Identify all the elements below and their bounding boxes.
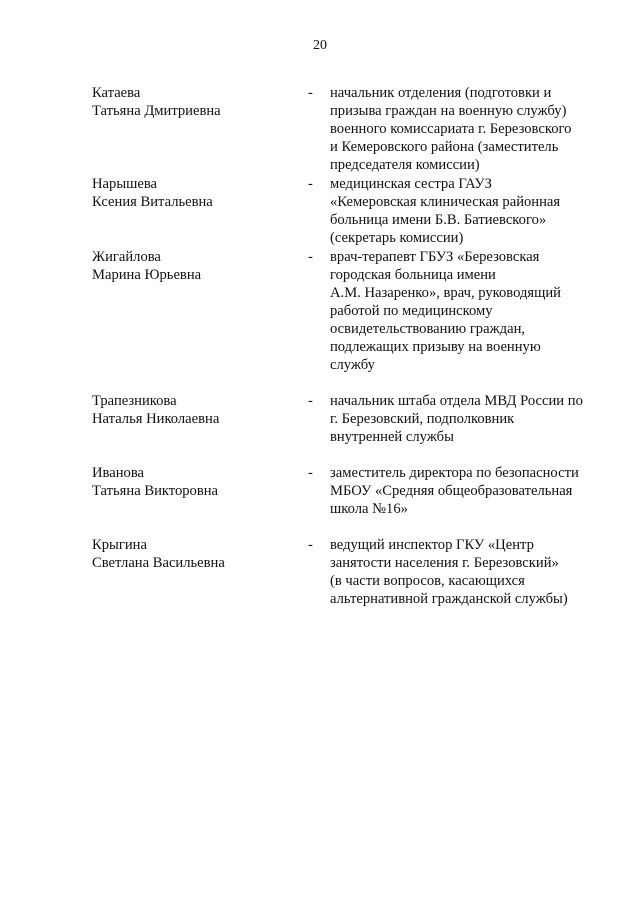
member-role-line: больница имени Б.В. Батиевского»	[330, 212, 547, 228]
member-role-line: г. Березовский, подполковник	[330, 411, 515, 427]
member-separator: -	[308, 537, 313, 553]
member-separator: -	[308, 393, 313, 409]
member-role-line: А.М. Назаренко», врач, руководящий	[330, 285, 561, 301]
member-role-line: и Кемеровского района (заместитель	[330, 139, 559, 155]
member-role-line: медицинская сестра ГАУЗ	[330, 176, 492, 192]
member-role-line: начальник штаба отдела МВД России по	[330, 393, 583, 409]
member-role	[330, 84, 596, 174]
member-name	[92, 536, 308, 608]
member-given-names: Марина Юрьевна	[92, 267, 202, 283]
member-role	[330, 248, 596, 374]
member-role-line: городская больница имени	[330, 267, 496, 283]
member-given-names: Татьяна Дмитриевна	[92, 103, 221, 119]
member-role-line: начальник отделения (подготовки и	[330, 85, 552, 101]
member-role-line: освидетельствованию граждан,	[330, 321, 526, 337]
member-role	[330, 536, 596, 608]
member-role	[330, 464, 596, 518]
member-role-line: председателя комиссии)	[330, 157, 480, 173]
member-role-line: ведущий инспектор ГКУ «Центр	[330, 537, 534, 553]
member-role-line: врач-терапевт ГБУЗ «Березовская	[330, 249, 540, 265]
commission-members-list	[92, 84, 602, 608]
member-role-line: подлежащих призыву на военную	[330, 339, 541, 355]
member-role-line: занятости населения г. Березовский»	[330, 555, 559, 571]
member-role	[330, 175, 596, 247]
member-role	[330, 392, 596, 446]
member-role-line: внутренней службы	[330, 429, 454, 445]
member-surname: Нарышева	[92, 176, 158, 192]
member-role-line: МБОУ «Средняя общеобразовательная	[330, 483, 573, 499]
member-separator: -	[308, 465, 313, 481]
member-name	[92, 175, 308, 247]
member-name	[92, 84, 308, 174]
member-surname: Трапезникова	[92, 393, 177, 409]
member-entry	[92, 392, 602, 446]
member-name	[92, 392, 308, 446]
member-name	[92, 248, 308, 374]
member-entry	[92, 464, 602, 518]
member-separator: -	[308, 176, 313, 192]
member-role-line: заместитель директора по безопасности	[330, 465, 579, 481]
member-given-names: Светлана Васильевна	[92, 555, 225, 571]
member-given-names: Наталья Николаевна	[92, 411, 220, 427]
member-surname: Иванова	[92, 465, 144, 481]
member-role-line: альтернативной гражданской службы)	[330, 591, 568, 607]
member-entry	[92, 248, 602, 374]
member-surname: Катаева	[92, 85, 141, 101]
member-role-line: школа №16»	[330, 501, 408, 517]
member-given-names: Ксения Витальевна	[92, 194, 213, 210]
member-given-names: Татьяна Викторовна	[92, 483, 219, 499]
page-number: 20	[313, 38, 327, 53]
member-role-line: (в части вопросов, касающихся	[330, 573, 525, 589]
member-entry	[92, 84, 602, 174]
member-role-line: «Кемеровская клиническая районная	[330, 194, 561, 210]
member-name	[92, 464, 308, 518]
member-role-line: службу	[330, 357, 375, 373]
member-surname: Жигайлова	[92, 249, 161, 265]
member-separator: -	[308, 249, 313, 265]
member-separator: -	[308, 85, 313, 101]
member-entry	[92, 175, 602, 247]
member-entry	[92, 536, 602, 608]
member-role-line: военного комиссариата г. Березовского	[330, 121, 572, 137]
member-role-line: работой по медицинскому	[330, 303, 493, 319]
member-role-line: призыва граждан на военную службу)	[330, 103, 567, 119]
member-role-line: (секретарь комиссии)	[330, 230, 464, 246]
member-surname: Крыгина	[92, 537, 147, 553]
